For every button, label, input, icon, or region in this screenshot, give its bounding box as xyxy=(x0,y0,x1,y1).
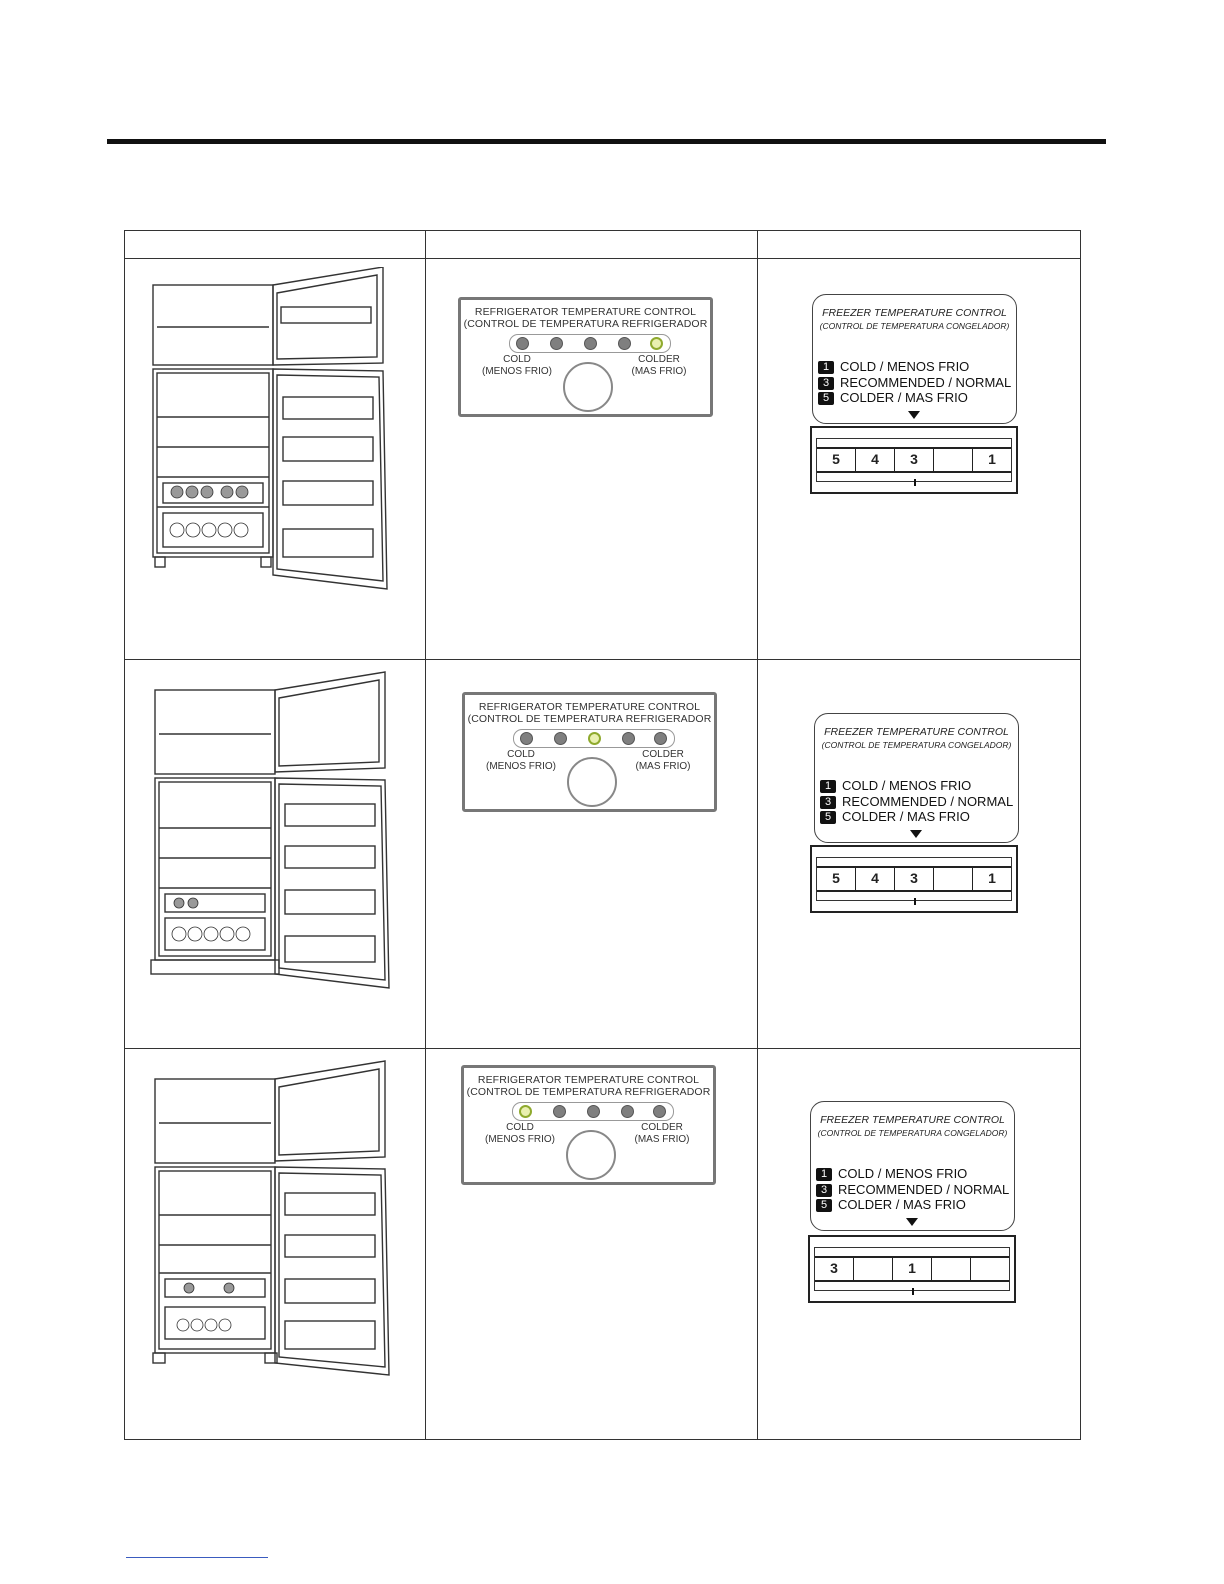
freezer-subtitle: (CONTROL DE TEMPERATURA CONGELADOR) xyxy=(819,321,1010,331)
refrigerator-control-cell xyxy=(426,1049,758,1440)
refrigerator-illustration xyxy=(149,1057,417,1383)
table-row xyxy=(125,660,1081,1049)
dial-cell: 3 xyxy=(895,449,934,471)
freezer-subtitle: (CONTROL DE TEMPERATURA CONGELADOR) xyxy=(817,1128,1008,1138)
freezer-legend-item: 3 RECOMMENDED / NORMAL xyxy=(816,1182,1009,1197)
dial-cell xyxy=(971,1258,1009,1280)
header-cell xyxy=(426,231,758,259)
header-row xyxy=(125,231,1081,259)
freezer-subtitle: (CONTROL DE TEMPERATURA CONGELADOR) xyxy=(821,740,1012,750)
led-indicator-active xyxy=(519,1105,532,1118)
panel-subtitle: (CONTROL DE TEMPERATURA REFRIGERADOR xyxy=(466,1086,711,1098)
dial-cell: 3 xyxy=(895,868,934,890)
led-indicator-active xyxy=(588,732,601,745)
refrigerator-temperature-panel xyxy=(462,692,717,812)
freezer-legend-item: 5 COLDER / MAS FRIO xyxy=(820,809,970,824)
panel-subtitle: (CONTROL DE TEMPERATURA REFRIGERADOR xyxy=(467,713,712,725)
led-indicator xyxy=(520,732,533,745)
led-indicator xyxy=(554,732,567,745)
pointer-arrow-icon xyxy=(908,411,920,419)
freezer-control-cell xyxy=(758,259,1081,660)
panel-title: REFRIGERATOR TEMPERATURE CONTROL xyxy=(478,701,701,713)
dial-scale xyxy=(816,438,1012,482)
refrigerator-illustration xyxy=(147,267,415,597)
dial-cell: 5 xyxy=(817,449,856,471)
dial-tick xyxy=(912,1288,914,1295)
dial-cell xyxy=(932,1258,971,1280)
footer-link-underline[interactable] xyxy=(126,1557,268,1558)
freezer-dial[interactable] xyxy=(808,1235,1016,1303)
refrigerator-temperature-panel xyxy=(458,297,713,417)
table-row xyxy=(125,1049,1081,1440)
dial-cell xyxy=(934,449,973,471)
dial-cell: 4 xyxy=(856,868,895,890)
temperature-knob[interactable] xyxy=(566,1130,616,1180)
cold-label: COLD (MENOS FRIO) xyxy=(482,354,552,377)
freezer-legend-item: 1 COLD / MENOS FRIO xyxy=(820,778,971,793)
freezer-title: FREEZER TEMPERATURE CONTROL xyxy=(820,1114,1005,1126)
dial-tick xyxy=(914,479,916,486)
cold-label: COLD (MENOS FRIO) xyxy=(485,1122,555,1145)
led-indicator xyxy=(621,1105,634,1118)
freezer-temperature-panel xyxy=(810,1101,1015,1231)
led-indicator xyxy=(550,337,563,350)
fridge-cell xyxy=(125,1049,426,1440)
led-indicator xyxy=(653,1105,666,1118)
dial-cell: 1 xyxy=(988,870,996,886)
header-cell xyxy=(125,231,426,259)
cold-label: COLD (MENOS FRIO) xyxy=(486,749,556,772)
freezer-dial[interactable] xyxy=(810,426,1018,494)
freezer-temperature-panel xyxy=(814,713,1019,843)
top-rule xyxy=(107,139,1106,144)
fridge-cell xyxy=(125,259,426,660)
header-cell xyxy=(758,231,1081,259)
refrigerator-control-cell xyxy=(426,259,758,660)
dial-cell xyxy=(854,1258,893,1280)
led-indicator xyxy=(584,337,597,350)
dial-tick xyxy=(914,898,916,905)
led-indicator-row xyxy=(509,334,671,353)
pointer-arrow-icon xyxy=(906,1218,918,1226)
dial-scale xyxy=(814,1247,1010,1291)
led-indicator-active xyxy=(650,337,663,350)
freezer-legend-item: 3 RECOMMENDED / NORMAL xyxy=(820,794,1013,809)
pointer-arrow-icon xyxy=(910,830,922,838)
dial-cell: 5 xyxy=(817,868,856,890)
led-indicator xyxy=(553,1105,566,1118)
freezer-control-cell xyxy=(758,1049,1081,1440)
table-row xyxy=(125,259,1081,660)
dial-cell: 3 xyxy=(815,1258,854,1280)
led-indicator xyxy=(618,337,631,350)
led-indicator xyxy=(516,337,529,350)
led-indicator xyxy=(587,1105,600,1118)
dial-cell: 4 xyxy=(856,449,895,471)
freezer-legend-item: 5 COLDER / MAS FRIO xyxy=(818,390,968,405)
freezer-legend-item: 1 COLD / MENOS FRIO xyxy=(818,359,969,374)
led-indicator xyxy=(654,732,667,745)
colder-label: COLDER (MAS FRIO) xyxy=(634,1122,690,1145)
freezer-legend-item: 3 RECOMMENDED / NORMAL xyxy=(818,375,1011,390)
refrigerator-temperature-panel xyxy=(461,1065,716,1185)
freezer-title: FREEZER TEMPERATURE CONTROL xyxy=(822,307,1007,319)
colder-label: COLDER (MAS FRIO) xyxy=(635,749,691,772)
refrigerator-control-cell xyxy=(426,660,758,1049)
panel-subtitle: (CONTROL DE TEMPERATURA REFRIGERADOR xyxy=(463,318,708,330)
panel-title: REFRIGERATOR TEMPERATURE CONTROL xyxy=(474,306,697,318)
dial-scale xyxy=(816,857,1012,901)
settings-table xyxy=(124,230,1081,1440)
led-indicator-row xyxy=(512,1102,674,1121)
freezer-temperature-panel xyxy=(812,294,1017,424)
fridge-cell xyxy=(125,660,426,1049)
panel-title: REFRIGERATOR TEMPERATURE CONTROL xyxy=(477,1074,700,1086)
refrigerator-illustration xyxy=(149,668,417,994)
temperature-knob[interactable] xyxy=(563,362,613,412)
freezer-legend-item: 1 COLD / MENOS FRIO xyxy=(816,1166,967,1181)
dial-cell: 1 xyxy=(893,1258,932,1280)
led-indicator xyxy=(622,732,635,745)
dial-cell: 1 xyxy=(988,451,996,467)
freezer-control-cell xyxy=(758,660,1081,1049)
temperature-knob[interactable] xyxy=(567,757,617,807)
colder-label: COLDER (MAS FRIO) xyxy=(631,354,687,377)
freezer-legend-item: 5 COLDER / MAS FRIO xyxy=(816,1197,966,1212)
dial-cell xyxy=(934,868,973,890)
freezer-title: FREEZER TEMPERATURE CONTROL xyxy=(824,726,1009,738)
freezer-dial[interactable] xyxy=(810,845,1018,913)
led-indicator-row xyxy=(513,729,675,748)
